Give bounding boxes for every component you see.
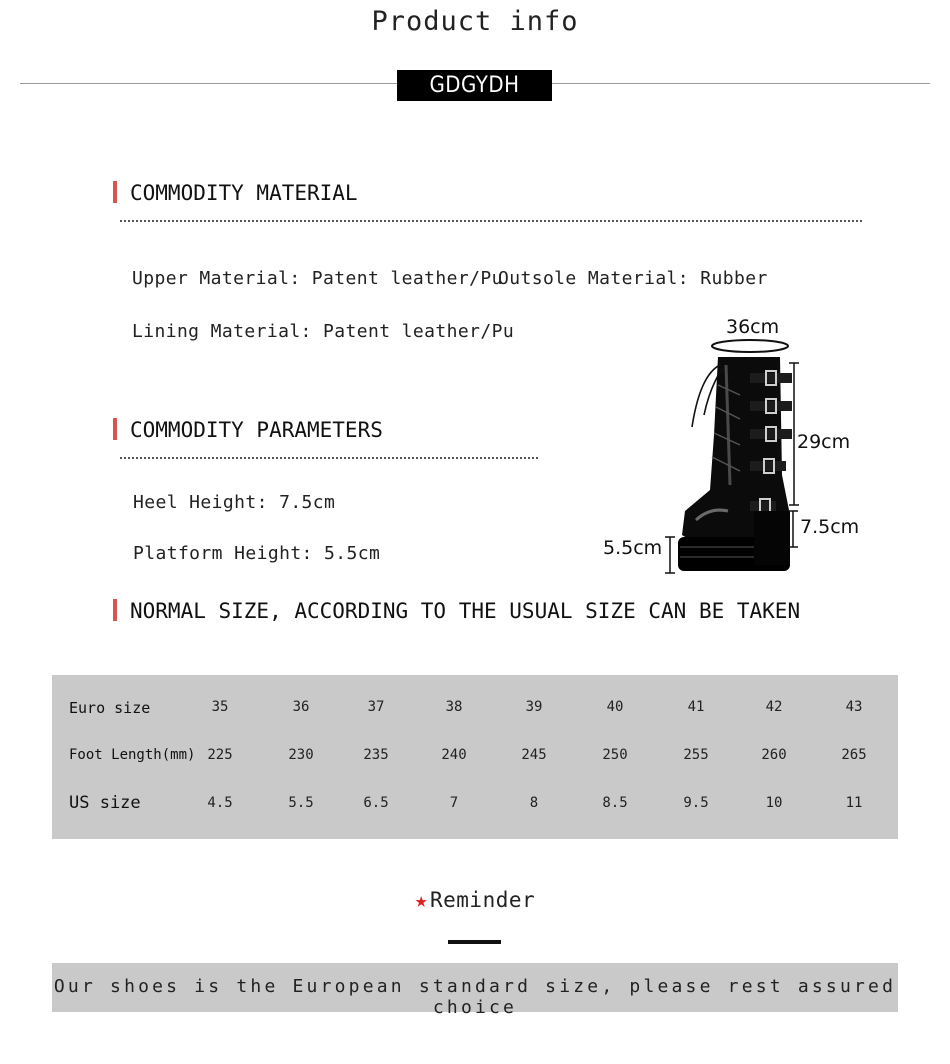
table-cell: 7 [449, 795, 459, 811]
reminder-note-text: Our shoes is the European standard size, please rest assured choice [53, 976, 897, 1018]
platform-dimension-line [665, 537, 675, 573]
table-cell: 5.5 [288, 795, 314, 811]
material-heading [130, 180, 358, 206]
row-label: Euro size [69, 699, 151, 717]
table-cell: 11 [845, 795, 863, 811]
brand-badge: GDGYDH [397, 70, 552, 101]
platform-height-label: 5.5cm [603, 537, 663, 559]
table-cell: 6.5 [363, 795, 389, 811]
table-cell: 8.5 [602, 795, 628, 811]
table-cell: 10 [765, 795, 783, 811]
table-cell: 265 [841, 747, 867, 763]
page-title: Product info [371, 6, 579, 37]
lining-material: Lining Material: Patent leather/Pu [132, 321, 515, 342]
table-cell: 39 [525, 699, 543, 715]
table-cell: 250 [602, 747, 628, 763]
table-cell: 4.5 [207, 795, 233, 811]
platform-height: Platform Height: 5.5cm [133, 543, 381, 564]
table-cell: 42 [765, 699, 783, 715]
table-cell: 36 [292, 699, 310, 715]
reminder-heading [0, 888, 950, 912]
table-row-us [52, 795, 898, 835]
row-label: Foot Length(mm) [69, 747, 196, 763]
table-row-foot-length [52, 747, 898, 787]
reminder-underline [448, 940, 501, 944]
reminder-title: Reminder [430, 888, 536, 912]
parameters-heading [130, 417, 383, 443]
parameters-dotted-divider [120, 457, 538, 459]
size-table [52, 675, 898, 839]
table-cell: 260 [761, 747, 787, 763]
table-cell: 230 [288, 747, 314, 763]
heading-accent-bar [113, 418, 117, 440]
table-cell: 41 [687, 699, 705, 715]
table-cell: 240 [441, 747, 467, 763]
strap-icon [750, 429, 792, 439]
parameters-heading-text: COMMODITY PARAMETERS [130, 418, 383, 442]
table-cell: 9.5 [683, 795, 709, 811]
material-dotted-divider [120, 220, 862, 222]
table-cell: 255 [683, 747, 709, 763]
circumference-ring-icon [712, 340, 788, 352]
table-cell: 40 [606, 699, 624, 715]
heel-height-label: 7.5cm [800, 516, 860, 538]
table-row-euro [52, 699, 898, 739]
table-cell: 38 [445, 699, 463, 715]
table-cell: 35 [211, 699, 229, 715]
table-cell: 245 [521, 747, 547, 763]
table-cell: 43 [845, 699, 863, 715]
strap-icon [750, 401, 792, 411]
boot-diagram [600, 315, 870, 580]
circumference-label: 36cm [726, 316, 780, 338]
size-note-heading [130, 598, 800, 624]
heel-block-icon [754, 511, 790, 565]
size-note-text: NORMAL SIZE, ACCORDING TO THE USUAL SIZE CAN BE TAKEN [130, 599, 801, 623]
reminder-note-box [52, 963, 898, 1018]
table-cell: 225 [207, 747, 233, 763]
table-cell: 37 [367, 699, 385, 715]
outsole-material: Outsole Material: Rubber [498, 268, 768, 289]
strap-icon [750, 373, 792, 383]
heading-accent-bar [113, 181, 117, 203]
strap-icon [750, 501, 776, 511]
table-cell: 235 [363, 747, 389, 763]
upper-material: Upper Material: Patent leather/Pu [132, 268, 503, 289]
heel-height: Heel Height: 7.5cm [133, 492, 336, 513]
shaft-height-label: 29cm [797, 431, 851, 453]
row-label: US size [69, 793, 141, 813]
table-cell: 8 [529, 795, 539, 811]
material-heading-text: COMMODITY MATERIAL [130, 181, 358, 205]
strap-icon [750, 461, 786, 471]
star-icon: ★ [414, 888, 428, 912]
heading-accent-bar [113, 599, 117, 621]
